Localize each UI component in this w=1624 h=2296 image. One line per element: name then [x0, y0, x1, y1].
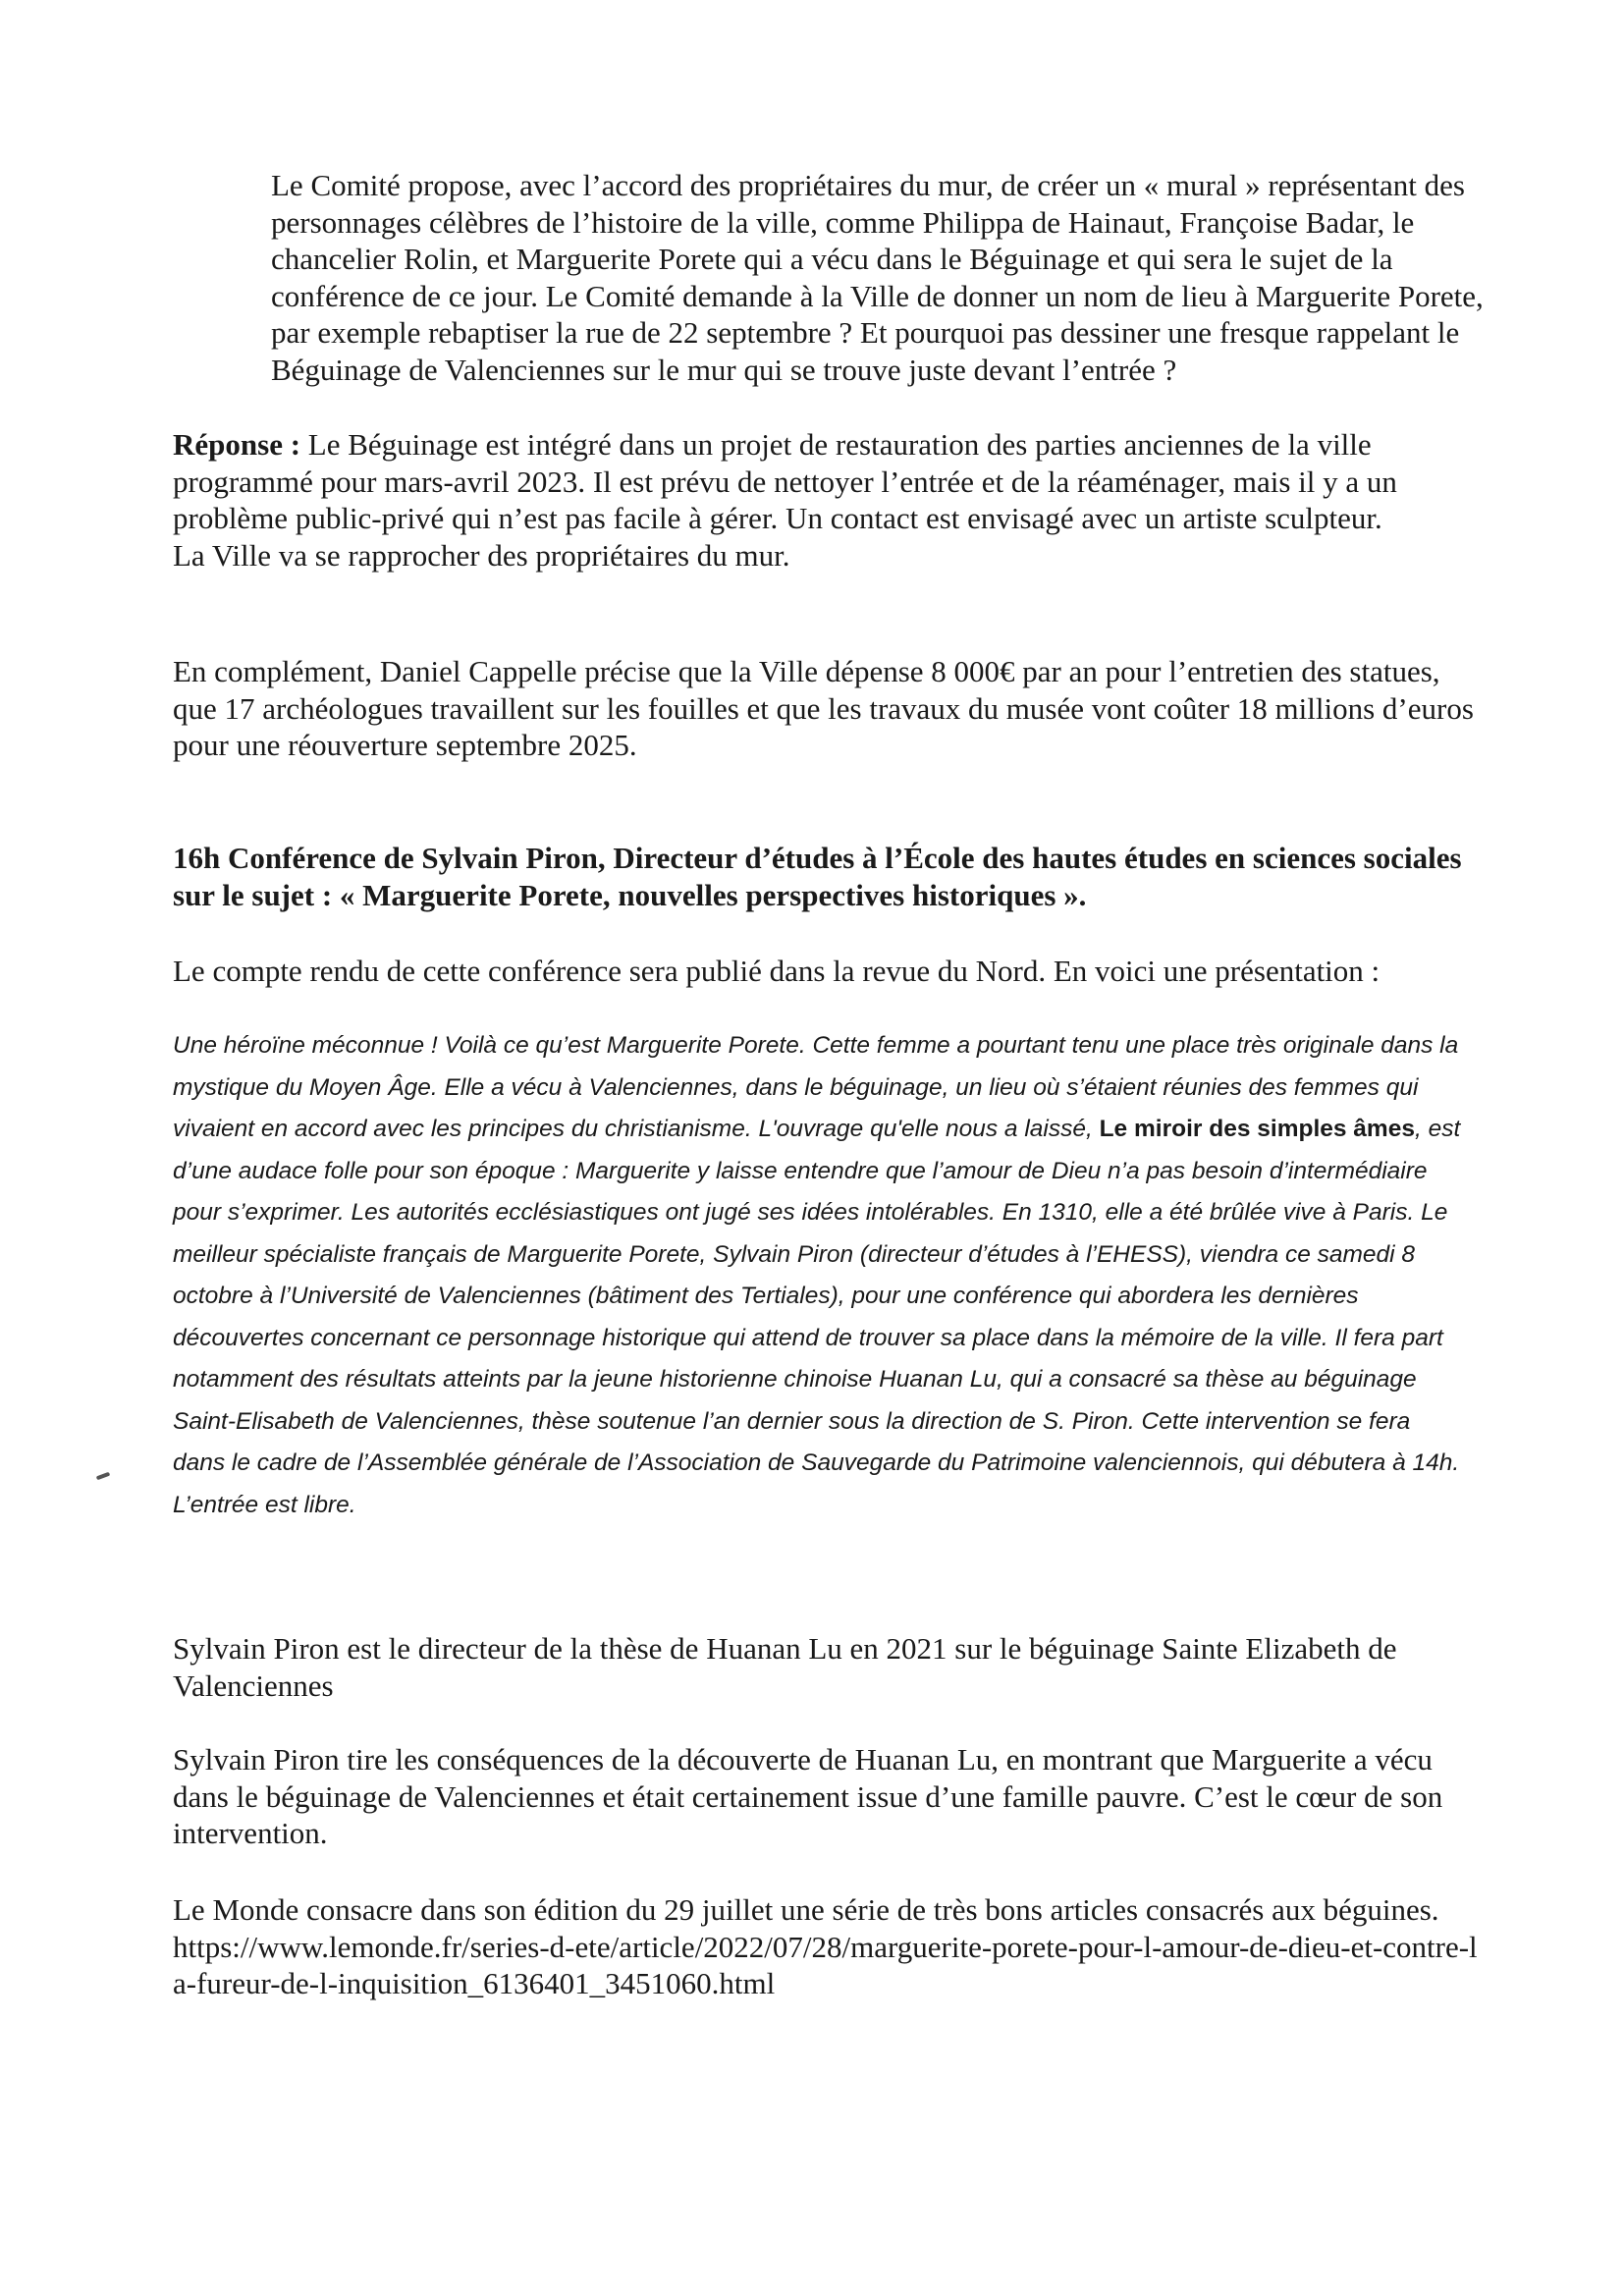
le-monde-block	[173, 1891, 1479, 2002]
paragraph-le-monde: Le Monde consacre dans son édition du 29 juillet une série de très bons articles consacrés aux béguines.	[173, 1892, 1439, 1927]
paragraph-compte-rendu: Le compte rendu de cette conférence sera publié dans la revue du Nord. En voici une présentation :	[173, 954, 1380, 988]
paragraph-comite-proposal: Le Comité propose, avec l’accord des propriétaires du mur, de créer un « mural » représentant des personnages célèbres de l’histoire de la ville, comme Philippa de Hainaut, Françoise Badar, le chancelier Rolin, et Marguerite Porete qui a vécu dans le Béguinage et qui sera le sujet de la conférence de ce jour. Le Comité demande à la Ville de donner un nom de lieu à Marguerite Porete, par exemple rebaptiser la rue de 22 septembre ? Et pourquoi pas dessiner une fresque rappelant le Béguinage de Valenciennes sur le mur qui se trouve juste devant l’entrée ?	[271, 168, 1484, 387]
paragraph-consequences: Sylvain Piron tire les conséquences de la découverte de Huanan Lu, en montrant que Marguerite a vécu dans le béguinage de Valenciennes et était certainement issue d’une famille pauvre. C’est le cœur de son intervention.	[173, 1742, 1443, 1850]
scan-mark	[96, 1472, 111, 1481]
quote-book-title: Le miroir des simples âmes	[1099, 1116, 1415, 1142]
le-monde-link[interactable]: https://www.lemonde.fr/series-d-ete/article/2022/07/28/marguerite-porete-pour-l-amour-de-dieu-et-contre-la-fureur-de-l-inquisition_6136401_3451060.html	[173, 1929, 1478, 2000]
conference-heading: 16h Conférence de Sylvain Piron, Directeur d’études à l’École des hautes études en sciences sociales sur le sujet : « Marguerite Porete, nouvelles perspectives historiques ».	[173, 841, 1462, 912]
response-block	[173, 426, 1479, 574]
response-text: Le Béguinage est intégré dans un projet de restauration des parties anciennes de la ville programmé pour mars-avril 2023. Il est prévu de nettoyer l’entrée et de la réaménager, mais il y a un problème public-privé qui n’est pas facile à gérer. Un contact est envisagé avec un artiste sculpteur.	[173, 427, 1397, 535]
quote-part-2: , est d’une audace folle pour son époque : Marguerite y laisse entendre que l’amour de Dieu n’a pas besoin d’intermédiaire pour s’exprimer. Les autorités ecclésiastiques ont jugé ses idées intolérables. En 1310, elle a été brûlée vive à Paris. Le meilleur spécialiste français de Marguerite Porete, Sylvain Piron (directeur d’études à l’EHESS), viendra ce samedi 8 octobre à l’Université de Valenciennes (bâtiment des Tertiales), pour une conférence qui abordera les dernières découvertes concernant ce personnage historique qui attend de trouver sa place dans la mémoire de la ville. Il fera part notamment des résultats atteints par la jeune historienne chinoise Huanan Lu, qui a consacré sa thèse au béguinage Saint-Elisabeth de Valenciennes, thèse soutenue l’an dernier sous la direction de S. Piron. Cette intervention se fera dans le cadre de l’Assemblée générale de l’Association de Sauvegarde du Patrimoine valenciennois, qui débutera à 14h. L’entrée est libre.	[173, 1116, 1461, 1518]
quote-part-1: Une héroïne méconnue ! Voilà ce qu’est Marguerite Porete. Cette femme a pourtant tenu une place très originale dans la mystique du Moyen Âge. Elle a vécu à Valenciennes, dans le béguinage, un lieu où s’étaient réunies des femmes qui vivaient en accord avec les principes du christianisme. L'ouvrage qu'elle nous a laissé,	[173, 1032, 1459, 1142]
paragraph-directeur-these: Sylvain Piron est le directeur de la thèse de Huanan Lu en 2021 sur le béguinage Sainte Elizabeth de Valenciennes	[173, 1631, 1397, 1703]
response-label: Réponse :	[173, 427, 301, 462]
presentation-quote	[173, 1025, 1469, 1526]
response-paragraph	[173, 426, 1479, 537]
response-line-2: La Ville va se rapprocher des propriétaires du mur.	[173, 537, 790, 573]
paragraph-complement: En complément, Daniel Cappelle précise que la Ville dépense 8 000€ par an pour l’entretien des statues, que 17 archéologues travaillent sur les fouilles et que les travaux du musée vont coûter 18 millions d’euros pour une réouverture septembre 2025.	[173, 654, 1474, 762]
